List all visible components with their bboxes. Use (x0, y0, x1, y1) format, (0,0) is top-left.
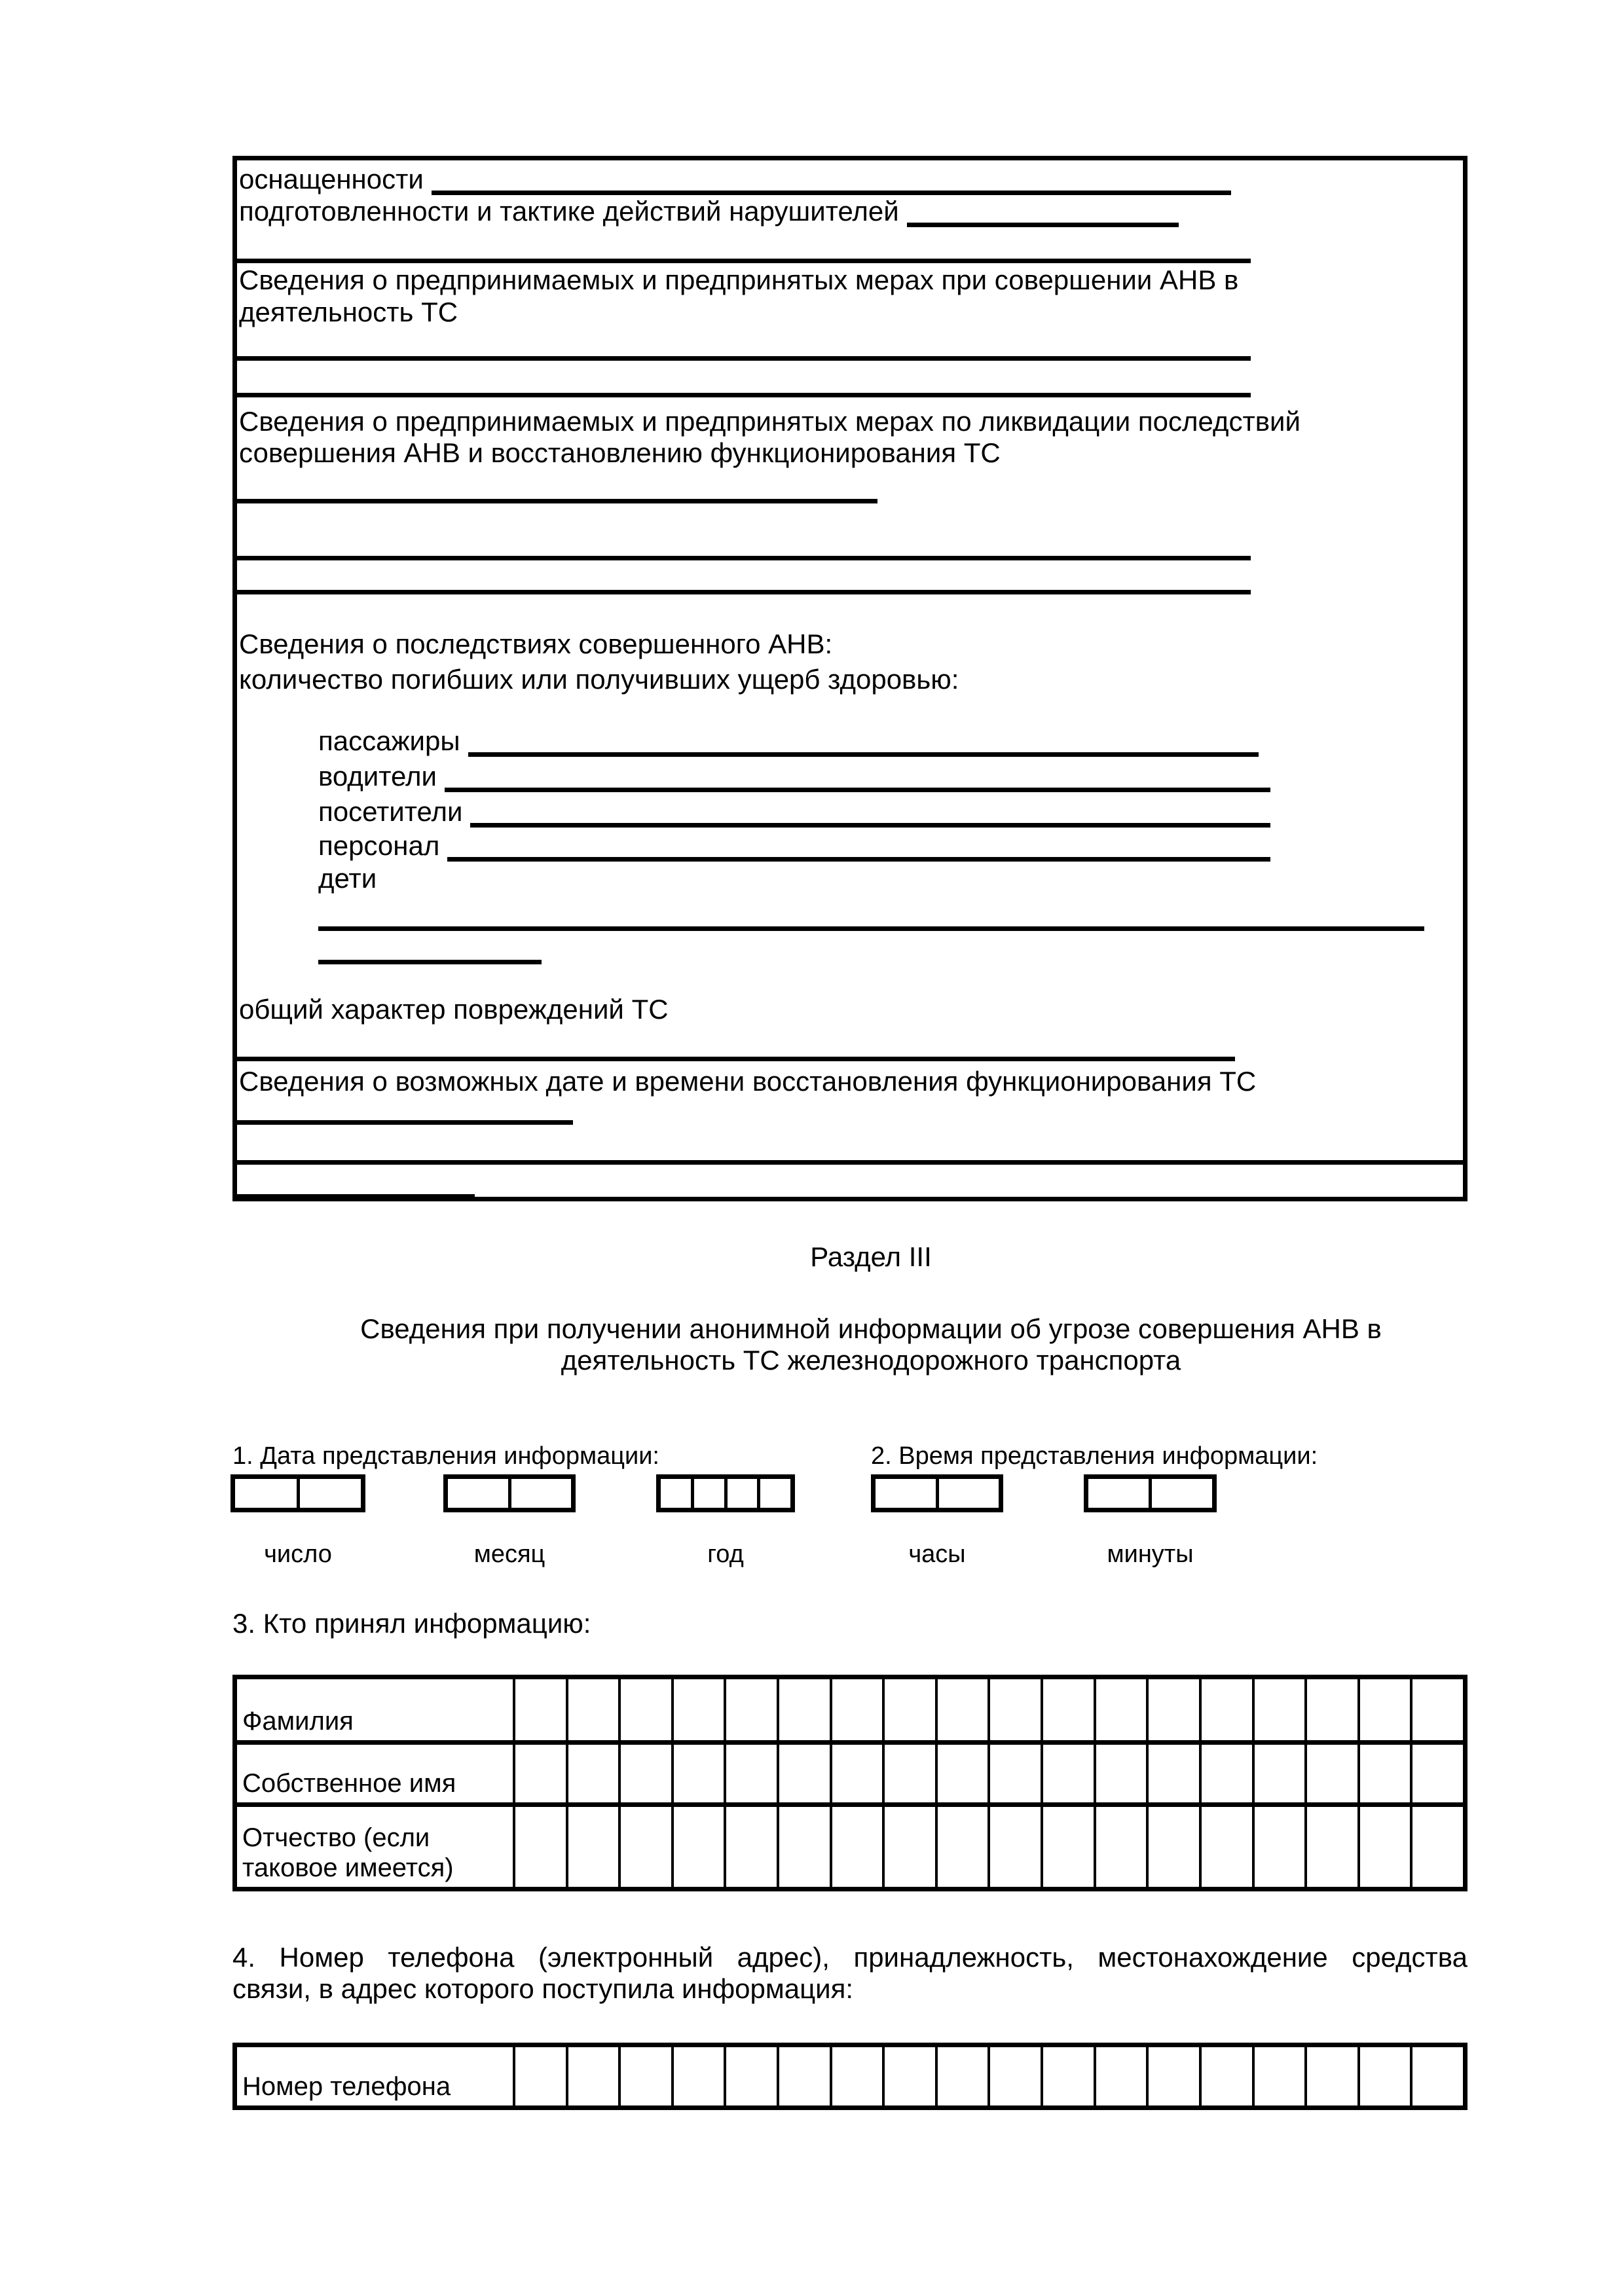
char-cell (1094, 1807, 1147, 1887)
char-cell (1252, 1807, 1305, 1887)
char-cell (882, 2047, 935, 2105)
char-cell (618, 1745, 671, 1802)
fill-line (468, 725, 1259, 757)
patronymic-char-cells (515, 1807, 1463, 1887)
year-caption: год (707, 1540, 744, 1568)
measures-paragraph-line1: Сведения о предпринимаемых и предпринятых мерах при совершении АНВ в (239, 264, 1239, 295)
char-cell (777, 1807, 830, 1887)
char-cell (1304, 1807, 1357, 1887)
char-cell (830, 1807, 883, 1887)
char-cell (691, 1479, 724, 1508)
char-cell (297, 1479, 361, 1508)
char-cell (1410, 2047, 1463, 2105)
char-cell (515, 1679, 566, 1740)
char-cell (757, 1479, 790, 1508)
char-cell (724, 2047, 777, 2105)
char-cell (515, 1807, 566, 1887)
char-cell (1041, 1745, 1094, 1802)
consequences-heading: Сведения о последствиях совершенного АНВ: (239, 629, 833, 659)
char-cell (1146, 1807, 1199, 1887)
char-cell (830, 1745, 883, 1802)
firstname-char-cells (515, 1745, 1463, 1802)
char-cell (618, 1807, 671, 1887)
char-cell (987, 1679, 1041, 1740)
char-cell (566, 1679, 619, 1740)
char-cell (882, 1807, 935, 1887)
phone-label: Номер телефона (242, 2072, 451, 2101)
char-cell (777, 1679, 830, 1740)
char-cell (1199, 1807, 1252, 1887)
fill-line (432, 164, 1231, 195)
hours-boxes (871, 1474, 1003, 1512)
fill-line (470, 796, 1270, 828)
char-cell (1199, 1679, 1252, 1740)
char-cell (987, 1745, 1041, 1802)
liquidation-paragraph-line1: Сведения о предпринимаемых и предпринятых мерах по ликвидации последствий (239, 406, 1301, 437)
year-boxes (656, 1474, 795, 1512)
char-cell (1304, 1679, 1357, 1740)
victim-staff-label: персонал (318, 830, 440, 861)
char-cell (566, 1745, 619, 1802)
preparedness-row (239, 196, 1179, 228)
firstname-label: Собственное имя (242, 1769, 456, 1798)
table-row-firstname (237, 1740, 1463, 1802)
char-cell (936, 1479, 999, 1508)
char-cell (724, 1679, 777, 1740)
fill-line (318, 926, 1424, 931)
char-cell (1149, 1479, 1212, 1508)
char-cell (1094, 2047, 1147, 2105)
q4-paragraph (232, 1942, 1467, 2005)
char-cell (671, 1679, 724, 1740)
victim-row-visitors (318, 796, 1270, 829)
minutes-caption: минуты (1107, 1540, 1194, 1568)
char-cell (935, 1807, 988, 1887)
char-cell (830, 2047, 883, 2105)
phone-char-cells (515, 2047, 1463, 2105)
table-row-surname (237, 1679, 1463, 1740)
section3-subtitle-line1: Сведения при получении анонимной информации об угрозе совершения АНВ в (360, 1313, 1382, 1344)
fill-line (237, 393, 1251, 397)
section3-subtitle-line2: деятельность ТС железнодорожного транспорта (561, 1345, 1181, 1376)
char-cell (724, 1745, 777, 1802)
char-cell (882, 1745, 935, 1802)
table-row-patronymic (237, 1802, 1463, 1887)
fill-line (237, 556, 1251, 560)
char-cell (1357, 1679, 1411, 1740)
char-cell (1199, 2047, 1252, 2105)
char-cell (515, 1745, 566, 1802)
fill-line (237, 590, 1251, 594)
q4-text-line2: связи, в адрес которого поступила информация: (232, 1973, 854, 2004)
fill-line (237, 356, 1251, 361)
fill-line (237, 1120, 573, 1125)
char-cell (935, 2047, 988, 2105)
char-cell (1410, 1745, 1463, 1802)
char-cell (508, 1479, 572, 1508)
table-row-phone (237, 2047, 1463, 2105)
q4-text-line1: 4. Номер телефона (электронный адрес), принадлежность, местонахождение средства (232, 1942, 1467, 1973)
char-cell (448, 1479, 508, 1508)
fill-line (237, 499, 877, 503)
surname-label-cell (237, 1679, 515, 1740)
restore-heading: Сведения о возможных дате и времени восстановления функционирования ТС (239, 1066, 1257, 1097)
victim-row-drivers (318, 761, 1270, 793)
char-cell (987, 1807, 1041, 1887)
char-cell (830, 1679, 883, 1740)
patronymic-label-cell (237, 1807, 515, 1887)
fill-line (445, 761, 1270, 792)
victim-row-passengers (318, 725, 1259, 758)
char-cell (935, 1679, 988, 1740)
char-cell (1410, 1807, 1463, 1887)
char-cell (671, 2047, 724, 2105)
char-cell (1357, 2047, 1411, 2105)
section3-title: Раздел III (810, 1241, 932, 1272)
surname-label: Фамилия (242, 1707, 354, 1736)
surname-char-cells (515, 1679, 1463, 1740)
month-boxes (443, 1474, 576, 1512)
char-cell (1146, 1679, 1199, 1740)
day-boxes (231, 1474, 365, 1512)
char-cell (1357, 1745, 1411, 1802)
char-cell (1094, 1745, 1147, 1802)
char-cell (1146, 2047, 1199, 2105)
victim-passengers-label: пассажиры (318, 725, 460, 756)
victim-children-label: дети (318, 863, 377, 894)
fill-line (237, 1057, 1235, 1061)
char-cell (724, 1807, 777, 1887)
hours-caption: часы (908, 1540, 966, 1568)
char-cell (777, 1745, 830, 1802)
char-cell (935, 1745, 988, 1802)
receiver-table (232, 1675, 1467, 1891)
phone-table (232, 2043, 1467, 2110)
char-cell (1304, 1745, 1357, 1802)
fill-line (237, 259, 1251, 263)
char-cell (876, 1479, 936, 1508)
victim-visitors-label: посетители (318, 796, 463, 827)
char-cell (235, 1479, 297, 1508)
char-cell (1304, 2047, 1357, 2105)
char-cell (1088, 1479, 1149, 1508)
month-caption: месяц (473, 1540, 545, 1568)
char-cell (1041, 1807, 1094, 1887)
char-cell (1041, 2047, 1094, 2105)
time-question: 2. Время представления информации: (871, 1442, 1318, 1470)
minutes-boxes (1084, 1474, 1217, 1512)
char-cell (566, 2047, 619, 2105)
char-cell (1252, 1745, 1305, 1802)
victim-drivers-label: водители (318, 761, 437, 792)
char-cell (1410, 1679, 1463, 1740)
char-cell (671, 1745, 724, 1802)
char-cell (566, 1807, 619, 1887)
fill-line (237, 1194, 475, 1199)
victim-row-staff (318, 830, 1270, 863)
casualties-heading: количество погибших или получивших ущерб здоровью: (239, 664, 959, 695)
fill-line (318, 960, 542, 964)
liquidation-paragraph-line2: совершения АНВ и восстановлению функционирования ТС (239, 437, 1001, 468)
fill-line (447, 830, 1270, 862)
char-cell (1199, 1745, 1252, 1802)
char-cell (1041, 1679, 1094, 1740)
char-cell (1094, 1679, 1147, 1740)
day-caption: число (264, 1540, 332, 1568)
preparedness-label: подготовленности и тактике действий нарушителей (239, 196, 899, 227)
char-cell (515, 2047, 566, 2105)
date-question: 1. Дата представления информации: (232, 1442, 659, 1470)
char-cell (618, 2047, 671, 2105)
measures-paragraph-line2: деятельность ТС (239, 297, 458, 327)
char-cell (618, 1679, 671, 1740)
equipment-row (239, 164, 1231, 196)
char-cell (724, 1479, 758, 1508)
damage-heading: общий характер повреждений ТС (239, 994, 669, 1025)
patronymic-label-line2: таковое имеется) (242, 1853, 454, 1882)
char-cell (671, 1807, 724, 1887)
char-cell (1357, 1807, 1411, 1887)
fill-line (237, 1160, 1463, 1165)
char-cell (1146, 1745, 1199, 1802)
phone-label-cell (237, 2047, 515, 2105)
char-cell (1252, 1679, 1305, 1740)
char-cell (882, 1679, 935, 1740)
char-cell (661, 1479, 691, 1508)
char-cell (777, 2047, 830, 2105)
equipment-label: оснащенности (239, 164, 424, 194)
patronymic-label-line1: Отчество (если (242, 1823, 430, 1852)
q3-title: 3. Кто принял информацию: (232, 1608, 591, 1639)
char-cell (987, 2047, 1041, 2105)
char-cell (1252, 2047, 1305, 2105)
firstname-label-cell (237, 1745, 515, 1802)
fill-line (907, 196, 1179, 227)
